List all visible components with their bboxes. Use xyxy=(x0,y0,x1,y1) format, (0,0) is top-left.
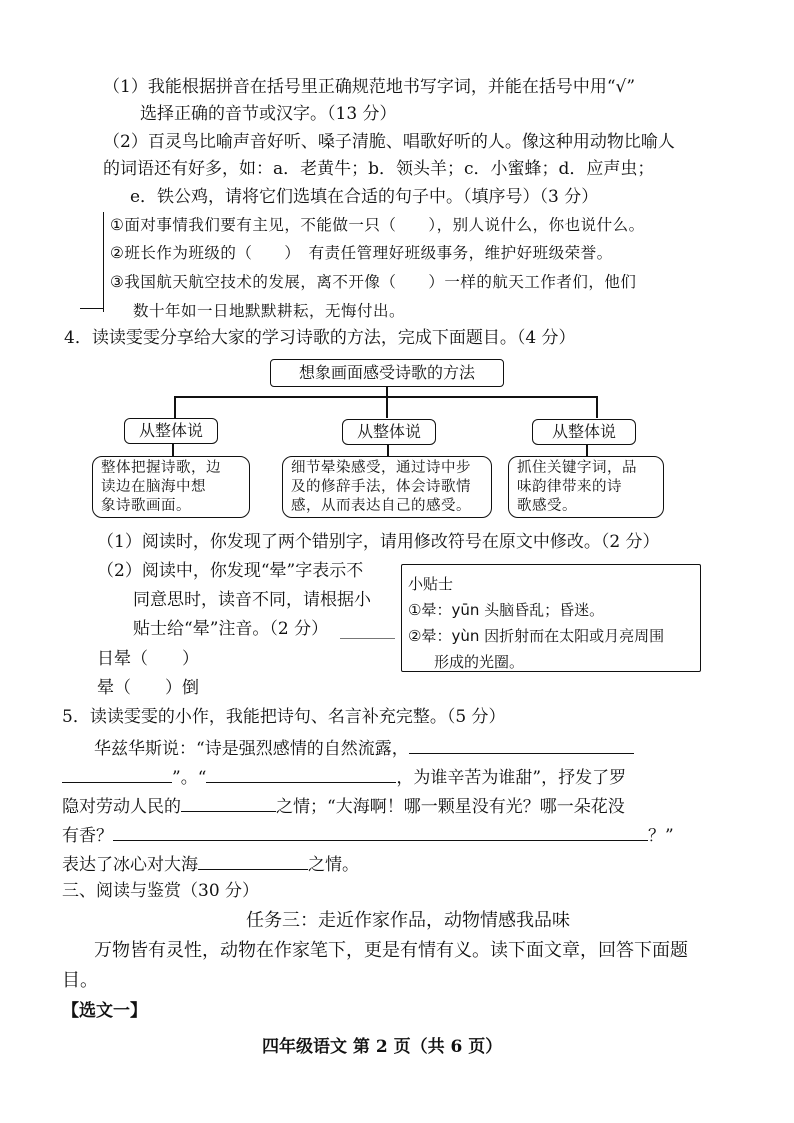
q4-sub1: （1）阅读时，你发现了两个错别字，请用修改符号在原文中修改。（2 分） xyxy=(97,532,660,552)
q5-line2 xyxy=(62,764,626,789)
q3-item1-line2: 选择正确的音节或汉字。（13 分） xyxy=(140,104,397,124)
q5-blank-3[interactable] xyxy=(181,793,276,812)
branch1-line3: 象诗歌画面。 xyxy=(101,498,191,514)
tip-line3: 形成的光圈。 xyxy=(434,653,525,671)
section3-intro-line1: 万物皆有灵性，动物在作家笔下，更是有情有义。读下面文章，回答下面题 xyxy=(94,940,688,961)
section3-task: 任务三：走近作家作品，动物情感我品味 xyxy=(246,910,570,931)
q5-line4-text-b: ？” xyxy=(648,826,674,846)
q4-heading: 4．读读雯雯分享给大家的学习诗歌的方法，完成下面题目。（4 分） xyxy=(64,328,576,348)
section3-intro-line2: 目。 xyxy=(62,970,98,991)
q5-line3 xyxy=(62,793,625,818)
diagram-hbar xyxy=(174,396,596,398)
q5-line4-text-a: 有香？ xyxy=(62,826,113,846)
diagram-root-label: 想象画面感受诗歌的方法 xyxy=(298,363,475,382)
branch2-line3: 感，从而表达自己的感受。 xyxy=(291,498,471,514)
diagram-root-box xyxy=(270,359,504,387)
tip-box xyxy=(401,564,701,672)
q4-blank-yundao: 晕（ ）倒 xyxy=(97,678,199,698)
q5-line3-text-a: 隐对劳动人民的 xyxy=(62,797,181,817)
q3-fill1: ①面对事情我们要有主见，不能做一只（ ），别人说什么，你也说什么。 xyxy=(110,216,645,234)
q5-blank-4[interactable] xyxy=(113,822,648,841)
q3-fill2: ②班长作为班级的（ ） 有责任管理好班级事务，维护好班级荣誉。 xyxy=(110,244,613,262)
q5-heading: 5．读读雯雯的小作，我能把诗句、名言补充完整。（5 分） xyxy=(62,707,506,727)
q5-line2-text-b: ，为谁辛苦为谁甜”，抒发了罗 xyxy=(396,768,627,788)
left-margin-line xyxy=(103,212,104,312)
q5-line5-text-a: 表达了冰心对大海 xyxy=(62,855,198,875)
branch3-label-box xyxy=(532,419,636,445)
q5-blank-2[interactable] xyxy=(206,764,396,783)
left-margin-tick xyxy=(80,308,104,309)
q5-line2-text-a: ”。“ xyxy=(172,768,207,788)
branch3-line2: 味韵律带来的诗 xyxy=(517,479,622,495)
q3-item1-line1: （1）我能根据拼音在括号里正确规范地书写字词，并能在括号中用“√” xyxy=(103,77,636,97)
q5-line3-text-b: 之情；“大海啊！哪一颗星没有光？哪一朵花没 xyxy=(276,797,625,817)
branch1-connector xyxy=(172,444,174,456)
q5-blank-1[interactable] xyxy=(409,735,634,754)
q3-item2-line1: （2）百灵鸟比喻声音好听、嗓子清脆、唱歌好听的人。像这种用动物比喻人 xyxy=(103,132,675,152)
q5-line1 xyxy=(94,735,634,760)
branch1-label: 从整体说 xyxy=(138,421,203,440)
branch1-line2: 读边在脑海中想 xyxy=(101,479,206,495)
branch2-line1: 细节晕染感受，通过诗中步 xyxy=(291,460,471,476)
q3-fill3-line1: ③我国航天航空技术的发展，离不开像（ ）一样的航天工作者们，他们 xyxy=(110,273,637,291)
q5-blank-5[interactable] xyxy=(198,851,308,870)
diagram-left-drop xyxy=(174,396,176,418)
branch3-connector xyxy=(586,445,588,456)
branch3-line3: 歌感受。 xyxy=(517,498,577,514)
q3-item2-line3: e．铁公鸡，请将它们选填在合适的句子中。（填序号）（3 分） xyxy=(130,187,599,207)
q3-item2-line2: 的词语还有好多，如：a．老黄牛；b．领头羊；c．小蜜蜂；d．应声虫； xyxy=(103,159,655,179)
branch3-line1: 抓住关键字词，品 xyxy=(517,460,637,476)
branch1-line1: 整体把握诗歌，边 xyxy=(101,460,221,476)
q4-sub2-rule xyxy=(340,638,395,639)
q5-line5 xyxy=(62,851,359,876)
branch2-content-box xyxy=(282,456,492,518)
branch2-label-box xyxy=(342,419,436,445)
q5-line4 xyxy=(62,822,674,847)
diagram-mid-drop xyxy=(386,396,388,418)
q4-sub2-line2: 同意思时，读音不同，请根据小 xyxy=(133,590,371,610)
branch3-content-box xyxy=(508,456,664,518)
branch1-content-box xyxy=(92,456,250,518)
branch2-connector xyxy=(387,445,389,456)
branch3-label: 从整体说 xyxy=(551,422,616,441)
branch1-label-box xyxy=(124,418,218,444)
q5-line1-text: 华兹华斯说：“诗是强烈感情的自然流露， xyxy=(94,739,409,759)
q5-blank-1b[interactable] xyxy=(62,764,172,783)
q4-blank-rixyun: 日晕（ ） xyxy=(97,649,199,669)
tip-line2: ②晕：yùn 因折射而在太阳或月亮周围 xyxy=(408,627,665,645)
q3-fill3-line2: 数十年如一日地默默耕耘，无悔付出。 xyxy=(133,302,406,320)
diagram-right-drop xyxy=(596,396,598,418)
page-footer: 四年级语文 第 2 页（共 6 页） xyxy=(262,1037,503,1057)
tip-title: 小贴士 xyxy=(408,575,454,593)
q4-sub2-line1: （2）阅读中，你发现“晕”字表示不 xyxy=(97,561,364,581)
section3-heading: 三、阅读与鉴赏（30 分） xyxy=(62,881,260,901)
branch2-line2: 及的修辞手法，体会诗歌情 xyxy=(291,479,471,495)
branch2-label: 从整体说 xyxy=(356,422,421,441)
excerpt-label: 【选文一】 xyxy=(62,1001,147,1021)
tip-line1: ①晕：yūn 头脑昏乱；昏迷。 xyxy=(408,601,605,619)
q5-line5-text-b: 之情。 xyxy=(308,855,359,875)
q4-sub2-line3: 贴士给“晕”注音。（2 分） xyxy=(133,619,329,639)
